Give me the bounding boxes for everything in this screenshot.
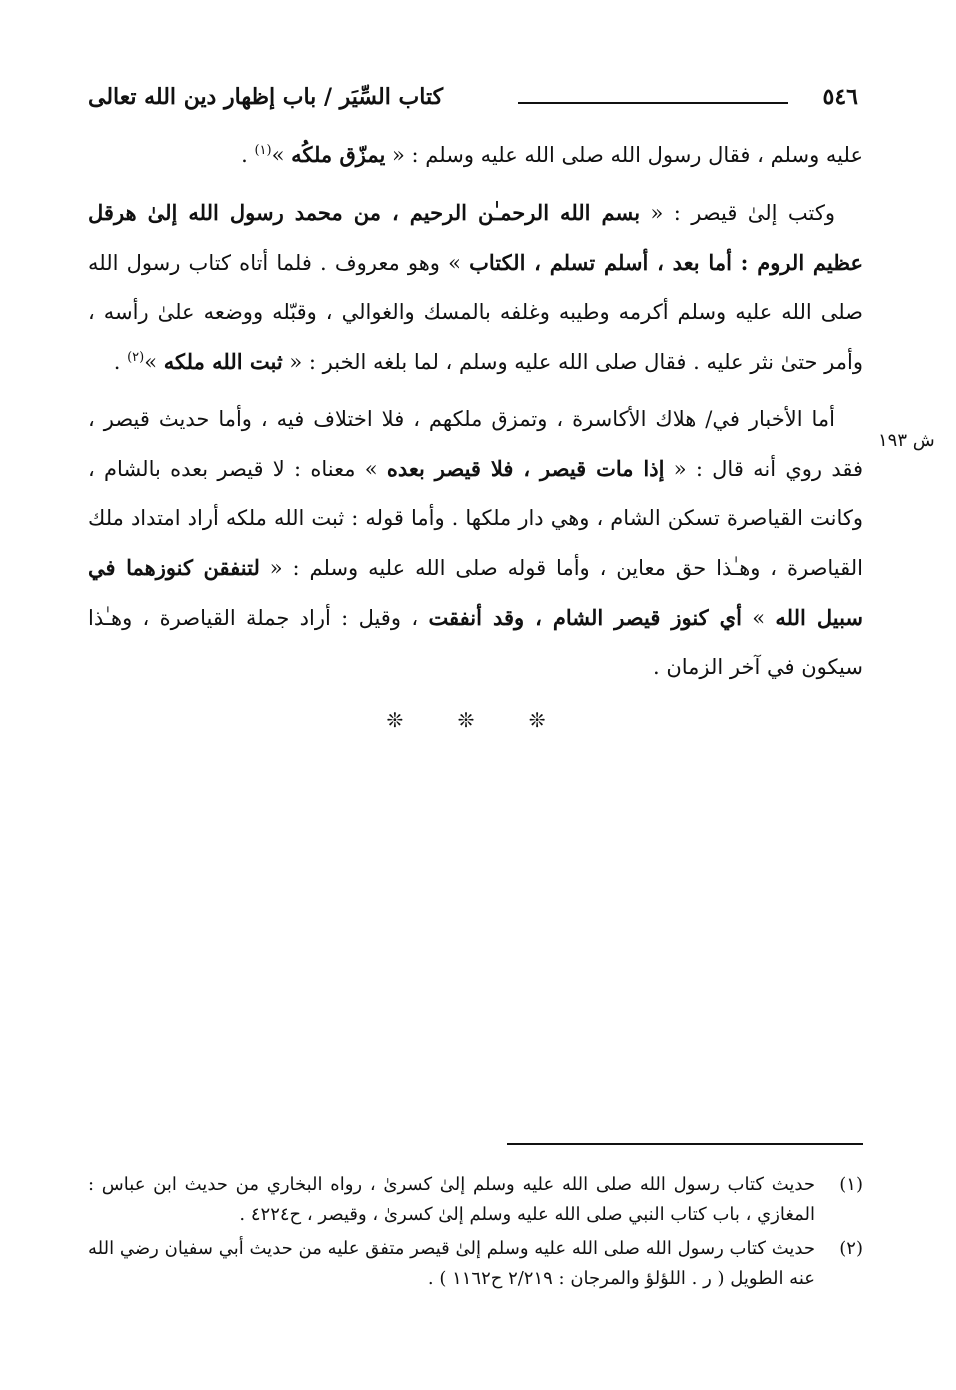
- footnote-text: حديث كتاب رسول الله صلى الله عليه وسلم إلىٰ كسرىٰ ، رواه البخاري من حديث ابن عباس : المغازي ، باب كتاب النبي صلى الله عليه وسلم إلىٰ كسرىٰ ، وقيصر ، ح٤٢٢٤ .: [88, 1174, 815, 1225]
- page-header: [88, 80, 858, 116]
- text-run: » معناه : لا قيصر بعده بالشام ، وكانت القياصرة تسكن الشام ، وهي دار ملكها . وأما قوله : ثبت الله ملكه أراد امتداد ملك القياصرة ، وهـٰذا حق معاين ، وأما قوله صلى الله عليه وسلم : «: [88, 457, 864, 580]
- quoted-hadith: يمزّق ملكُه: [291, 142, 386, 167]
- text-run: ، وقيل : أراد جملة القياصرة ، وهـٰذا سيكون في آخر الزمان .: [88, 606, 863, 679]
- quoted-hadith: ثبت الله ملكه: [163, 349, 283, 374]
- text-run: » وهو معروف . فلما أتاه كتاب رسول الله صلى الله عليه وسلم أكرمه وطيبه وغلفه بالمسك والغوالي ، وقبّله ووضعه علىٰ رأسه ، وأمر حتىٰ نثر عليه . فقال صلى الله عليه وسلم ، لما بلغه الخبر : «: [88, 251, 863, 374]
- main-text: [88, 130, 863, 700]
- footnote-rule: [507, 1143, 863, 1145]
- footnote-1: [88, 1170, 863, 1230]
- footnote-ref: (١): [254, 143, 272, 158]
- margin-manuscript-ref: ش ١٩٣: [878, 430, 935, 451]
- quoted-hadith: إذا مات قيصر ، فلا قيصر بعده: [386, 456, 665, 481]
- footnote-number: (٢): [839, 1238, 863, 1259]
- text-run: »: [144, 350, 164, 374]
- footnote-ref: (٢): [127, 350, 145, 365]
- text-run: »: [741, 606, 776, 630]
- paragraph-3: [88, 395, 863, 692]
- footnote-text: حديث كتاب رسول الله صلى الله عليه وسلم إلىٰ قيصر متفق عليه من حديث أبي سفيان رضي الله عنه الطويل ( ر . اللؤلؤ والمرجان : ٢/٢١٩ ح١١٦٢ ) .: [88, 1238, 815, 1289]
- text-run: وكتب إلىٰ قيصر : «: [640, 201, 835, 225]
- text-run: »: [271, 143, 292, 167]
- running-title: كتاب السِّيَر / باب إظهار دين الله تعالى: [88, 84, 444, 110]
- section-separator: ❊ ❊ ❊: [386, 708, 570, 732]
- text-run: .: [241, 143, 255, 167]
- quoted-letter: بسم الله الرحمـٰن الرحيم ، من محمد رسول الله إلىٰ هرقل عظيم الروم : أما بعد ، أسلم تسلم ، الكتاب: [88, 200, 863, 275]
- footnote-2: [88, 1234, 863, 1294]
- quoted-explanation: أي كنوز قيصر الشام ، وقد أنفقت: [428, 605, 742, 630]
- text-run: .: [113, 350, 128, 374]
- footnote-number: (١): [839, 1174, 863, 1195]
- header-rule: [518, 102, 788, 104]
- text-run: أما الأخبار في/ هلاك الأكاسرة ، وتمزق ملكهم ، فلا اختلاف فيه ، وأما حديث قيصر ، فقد روي أنه قال : «: [88, 407, 863, 481]
- paragraph-1: [88, 130, 863, 180]
- paragraph-2: [88, 188, 863, 387]
- page-number: ٥٤٦: [822, 84, 858, 110]
- footnotes: [88, 1170, 863, 1298]
- text-run: عليه وسلم ، فقال رسول الله صلى الله عليه وسلم : «: [385, 143, 863, 167]
- quoted-hadith: لتنفقن كنوزهما في سبيل الله: [88, 555, 864, 630]
